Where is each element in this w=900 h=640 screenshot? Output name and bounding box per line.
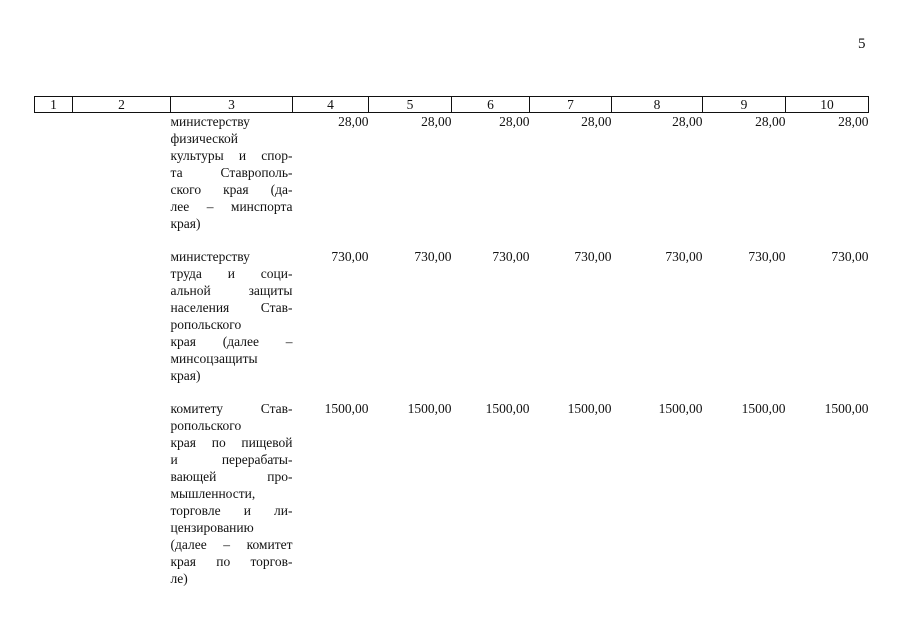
description-line: лее – минспорта — [170, 199, 293, 214]
description-line: края) — [170, 216, 201, 231]
column-header-1: 1 — [35, 97, 73, 113]
table-row — [35, 113, 869, 233]
description-line: физической — [170, 131, 238, 146]
description-line: культуры и спор- — [170, 148, 293, 163]
table-row — [35, 248, 869, 384]
column-header-5: 5 — [369, 97, 452, 113]
description-line: ропольского — [170, 418, 242, 433]
description-line: края по торгов- — [170, 554, 293, 569]
description-line: комитету Став- — [170, 401, 293, 416]
amount-cell-col5: 730,00 — [414, 249, 452, 264]
description-line: цензированию — [170, 520, 254, 535]
description-line: минсоцзащиты — [170, 351, 258, 366]
description-line: населения Став- — [170, 300, 293, 315]
row-gap — [35, 384, 869, 400]
amount-cell-col4: 730,00 — [331, 249, 369, 264]
column-header-9: 9 — [703, 97, 786, 113]
description-line: альной защиты — [170, 283, 293, 298]
page-number: 5 — [858, 36, 866, 52]
amount-cell-col4: 28,00 — [338, 114, 369, 129]
budget-table — [34, 96, 869, 587]
description-line: вающей про- — [170, 469, 293, 484]
description-line: края по пищевой — [170, 435, 293, 450]
description-line: мышленности, — [170, 486, 256, 501]
description-line: торговле и ли- — [170, 503, 293, 518]
description-line: края (далее – — [170, 334, 293, 349]
cell-col1 — [35, 113, 73, 233]
cell-col1 — [35, 400, 73, 587]
description-line: министерству — [170, 114, 250, 129]
column-header-8: 8 — [612, 97, 703, 113]
cell-col2 — [73, 113, 171, 233]
column-header-7: 7 — [530, 97, 612, 113]
amount-cell-col5: 28,00 — [421, 114, 452, 129]
amount-cell-col9: 730,00 — [748, 249, 786, 264]
description-line: ропольского — [170, 317, 242, 332]
column-number-row — [35, 97, 869, 113]
row-gap — [35, 232, 869, 248]
amount-cell-col6: 1500,00 — [485, 401, 530, 416]
amount-cell-col4: 1500,00 — [324, 401, 369, 416]
column-header-2: 2 — [73, 97, 171, 113]
amount-cell-col6: 28,00 — [499, 114, 530, 129]
description-line: ле) — [170, 571, 188, 586]
amount-cell-col7: 1500,00 — [567, 401, 612, 416]
description-line: (далее – комитет — [170, 537, 293, 552]
cell-col2 — [73, 248, 171, 384]
description-line: ского края (да- — [170, 182, 293, 197]
amount-cell-col7: 28,00 — [581, 114, 612, 129]
cell-col2 — [73, 400, 171, 587]
description-line: края) — [170, 368, 201, 383]
amount-cell-col10: 1500,00 — [824, 401, 869, 416]
description-line: и перерабаты- — [170, 452, 293, 467]
amount-cell-col7: 730,00 — [574, 249, 612, 264]
amount-cell-col9: 28,00 — [755, 114, 786, 129]
table-row — [35, 400, 869, 587]
recipient-description — [171, 113, 293, 233]
recipient-description — [171, 400, 293, 587]
column-header-4: 4 — [293, 97, 369, 113]
column-header-10: 10 — [786, 97, 869, 113]
amount-cell-col10: 28,00 — [838, 114, 869, 129]
description-line: та Ставрополь- — [170, 165, 293, 180]
amount-cell-col10: 730,00 — [831, 249, 869, 264]
amount-cell-col6: 730,00 — [492, 249, 530, 264]
column-header-6: 6 — [452, 97, 530, 113]
description-line: труда и соци- — [170, 266, 293, 281]
cell-col1 — [35, 248, 73, 384]
description-line: министерству — [170, 249, 250, 264]
amount-cell-col8: 730,00 — [665, 249, 703, 264]
amount-cell-col8: 1500,00 — [658, 401, 703, 416]
column-header-3: 3 — [171, 97, 293, 113]
recipient-description — [171, 248, 293, 384]
amount-cell-col5: 1500,00 — [407, 401, 452, 416]
amount-cell-col8: 28,00 — [672, 114, 703, 129]
amount-cell-col9: 1500,00 — [741, 401, 786, 416]
